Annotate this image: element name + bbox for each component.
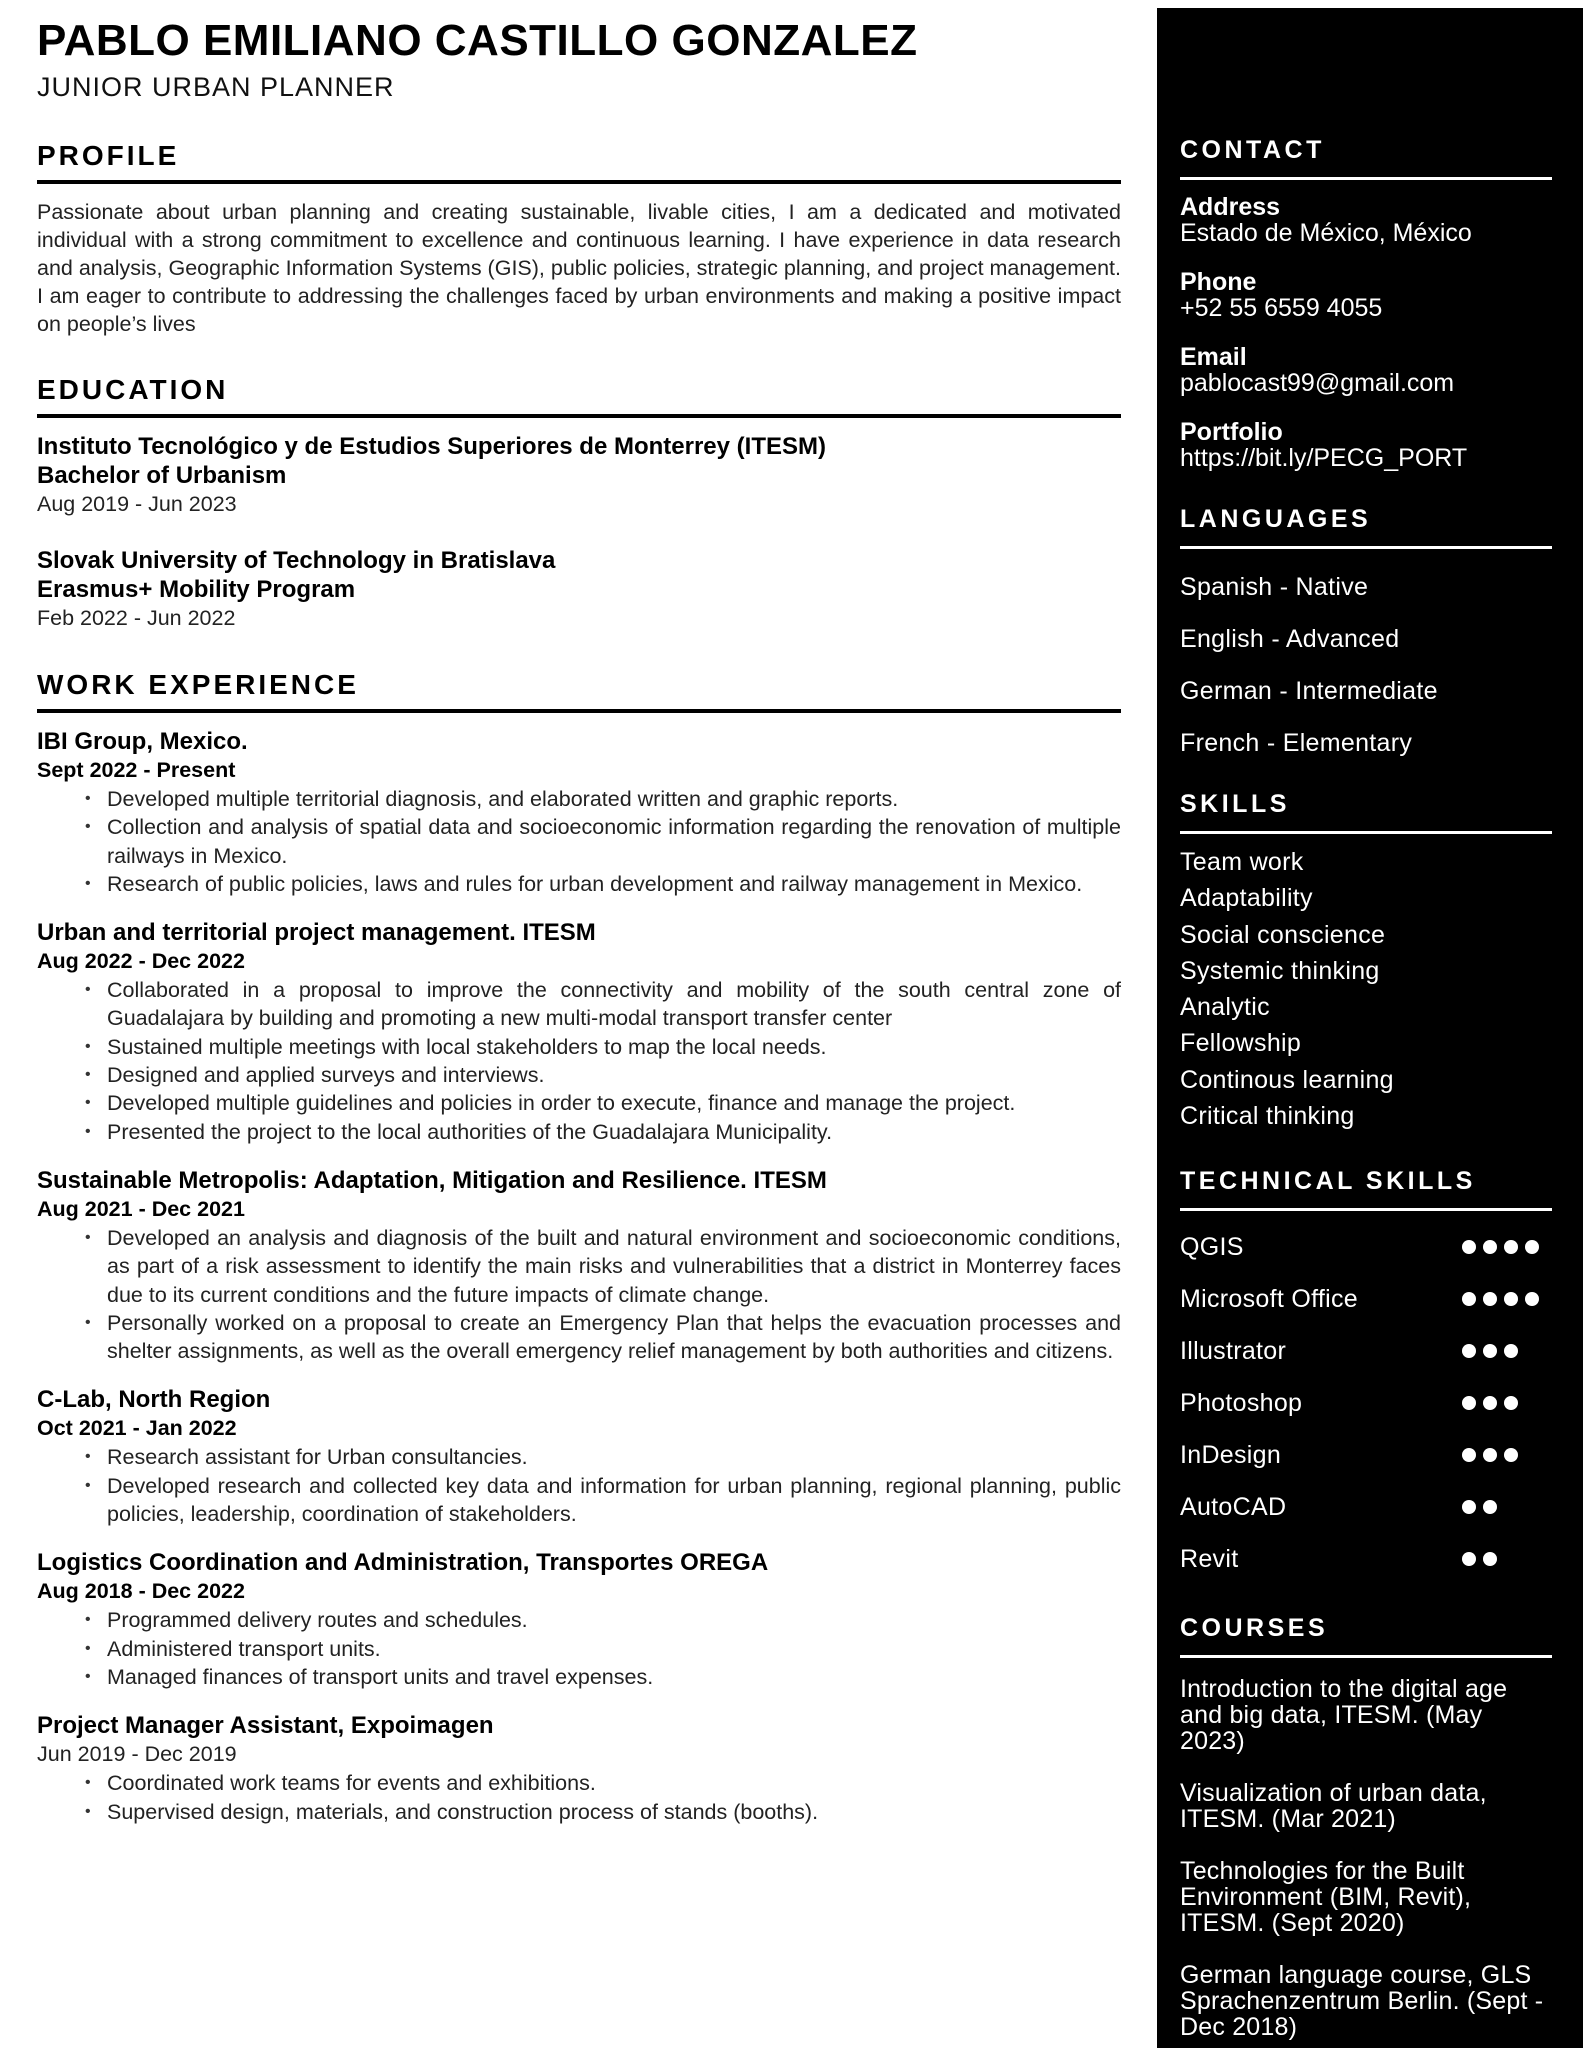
work-heading: WORK EXPERIENCE — [37, 669, 359, 700]
languages-list — [1180, 561, 1552, 769]
technical-skill-row — [1180, 1429, 1552, 1481]
address-label: Address — [1180, 193, 1281, 221]
rating-dot-empty-icon — [1525, 1344, 1539, 1358]
rating-dot-filled-icon — [1504, 1292, 1518, 1306]
technical-skill-row — [1180, 1325, 1552, 1377]
education-degree: Bachelor of Urbanism — [37, 462, 287, 489]
candidate-name: PABLO EMILIANO CASTILLO GONZALEZ — [37, 16, 918, 65]
languages-section — [1180, 502, 1552, 769]
course-item: Technologies for the Built Environment (BIM, Revit), ITESM. (Sept 2020) — [1180, 1857, 1472, 1938]
job-title: Project Manager Assistant, Expoimagen — [37, 1712, 494, 1740]
job-bullet: • Collaborated in a proposal to improve the connectivity and mobility of the south central zone of Guadalajara by building and promoting a new multi-modal transport transfer center — [107, 976, 1121, 1033]
job-bullet: • Developed an analysis and diagnosis of the built and natural environment and socioeconomic conditions, as part of a risk assessment to identify the main risks and vulnerabilities that a district in Monterrey faces due to its current conditions and the future impacts of climate change. — [107, 1224, 1121, 1309]
skills-section — [1180, 787, 1552, 1134]
job-dates: Jun 2019 - Dec 2019 — [37, 1742, 237, 1767]
technical-skill-name: InDesign — [1180, 1440, 1282, 1469]
education-degree: Erasmus+ Mobility Program — [37, 576, 356, 603]
rating-dot-filled-icon — [1504, 1396, 1518, 1410]
contact-portfolio — [1180, 419, 1552, 472]
job-dates: Aug 2018 - Dec 2022 — [37, 1579, 245, 1604]
rating-dot-filled-icon — [1462, 1448, 1476, 1462]
job-title: Sustainable Metropolis: Adaptation, Mitigation and Resilience. ITESM — [37, 1166, 827, 1194]
job-bullet: • Administered transport units. — [107, 1635, 1121, 1663]
contact-email — [1180, 344, 1552, 397]
skill-rating — [1462, 1292, 1552, 1306]
skill-item: Team work — [1180, 848, 1304, 876]
job-dates: Sept 2022 - Present — [37, 758, 236, 782]
rating-dot-filled-icon — [1462, 1292, 1476, 1306]
skills-divider — [1180, 831, 1552, 834]
education-section — [37, 372, 1121, 633]
education-dates: Aug 2019 - Jun 2023 — [37, 492, 237, 516]
language-item: Spanish - Native — [1180, 573, 1369, 601]
job-bullet: • Research assistant for Urban consultancies. — [107, 1443, 1121, 1471]
work-divider — [37, 709, 1121, 713]
phone-label: Phone — [1180, 268, 1257, 296]
job-dates: Aug 2022 - Dec 2022 — [37, 949, 245, 974]
rating-dot-filled-icon — [1462, 1240, 1476, 1254]
job-bullet: • Managed finances of transport units and travel expenses. — [107, 1663, 1121, 1691]
rating-dot-filled-icon — [1462, 1552, 1476, 1566]
rating-dot-filled-icon — [1504, 1240, 1518, 1254]
technical-skill-name: Photoshop — [1180, 1388, 1303, 1417]
contact-divider — [1180, 177, 1552, 180]
portfolio-label: Portfolio — [1180, 418, 1283, 446]
contact-phone — [1180, 269, 1552, 322]
sidebar — [1157, 8, 1583, 2048]
profile-divider — [37, 180, 1121, 184]
rating-dot-filled-icon — [1483, 1552, 1497, 1566]
rating-dot-filled-icon — [1504, 1448, 1518, 1462]
course-item: German language course, GLS Sprachenzentrum Berlin. (Sept - Dec 2018) — [1180, 1961, 1544, 2042]
job-bullet: • Personally worked on a proposal to create an Emergency Plan that helps the evacuation processes and shelter assignments, as well as the overall emergency relief management by both authorities and citizens. — [107, 1309, 1121, 1366]
rating-dot-empty-icon — [1525, 1448, 1539, 1462]
rating-dot-empty-icon — [1504, 1552, 1518, 1566]
rating-dot-filled-icon — [1483, 1240, 1497, 1254]
skill-item: Systemic thinking — [1180, 956, 1380, 985]
rating-dot-filled-icon — [1525, 1292, 1539, 1306]
technical-skills-list — [1180, 1221, 1552, 1585]
sidebar-content — [1180, 133, 1552, 2040]
skill-item: Fellowship — [1180, 1029, 1302, 1058]
languages-divider — [1180, 546, 1552, 549]
skill-rating — [1462, 1552, 1552, 1566]
technical-skill-name: Illustrator — [1180, 1336, 1287, 1365]
email-link[interactable]: pablocast99@gmail.com — [1180, 369, 1455, 397]
job-title: IBI Group, Mexico. — [37, 728, 248, 755]
skills-heading: SKILLS — [1180, 790, 1290, 818]
technical-skill-row — [1180, 1221, 1552, 1273]
job-bullets — [107, 1443, 1121, 1528]
skills-list — [1180, 844, 1552, 1134]
portfolio-link[interactable]: https://bit.ly/PECG_PORT — [1180, 444, 1468, 472]
rating-dot-empty-icon — [1525, 1552, 1539, 1566]
job-entry — [37, 1711, 1121, 1826]
language-item: French - Elementary — [1180, 729, 1413, 757]
job-entry — [37, 1385, 1121, 1528]
technical-skill-name: Microsoft Office — [1180, 1284, 1358, 1313]
job-entry — [37, 727, 1121, 898]
job-bullet: • Coordinated work teams for events and exhibitions. — [107, 1769, 1121, 1797]
job-bullets — [107, 1606, 1121, 1691]
rating-dot-filled-icon — [1462, 1344, 1476, 1358]
technical-skills-heading: TECHNICAL SKILLS — [1180, 1167, 1476, 1196]
contact-heading: CONTACT — [1180, 136, 1325, 164]
rating-dot-filled-icon — [1462, 1396, 1476, 1410]
job-dates: Aug 2021 - Dec 2021 — [37, 1196, 245, 1221]
email-label: Email — [1180, 343, 1247, 371]
courses-list — [1180, 1676, 1552, 2040]
main-column — [37, 14, 1121, 1826]
skill-rating — [1462, 1448, 1552, 1462]
job-dates: Oct 2021 - Jan 2022 — [37, 1416, 237, 1441]
job-bullet: • Developed multiple territorial diagnosis, and elaborated written and graphic reports. — [107, 785, 1121, 813]
profile-text: Passionate about urban planning and creating sustainable, livable cities, I am a dedicated and motivated individual with a strong commitment to excellence and continuous learning. I have experience in data research and analysis, Geographic Information Systems (GIS), public policies, strategic planning, and project management. I am eager to contribute to addressing the challenges faced by urban environments and making a positive impact on people’s lives — [37, 200, 1121, 336]
job-bullet: • Research of public policies, laws and rules for urban development and railway management in Mexico. — [107, 870, 1121, 898]
education-divider — [37, 414, 1121, 418]
rating-dot-filled-icon — [1483, 1500, 1497, 1514]
work-section — [37, 667, 1121, 1826]
education-institution: Slovak University of Technology in Bratislava — [37, 547, 556, 574]
technical-skill-name: Revit — [1180, 1544, 1239, 1573]
contact-section — [1180, 133, 1552, 472]
education-institution: Instituto Tecnológico y de Estudios Superiores de Monterrey (ITESM) — [37, 433, 826, 460]
job-bullet: • Designed and applied surveys and interviews. — [107, 1061, 1121, 1089]
rating-dot-filled-icon — [1483, 1396, 1497, 1410]
skill-rating — [1462, 1500, 1552, 1514]
job-title: C-Lab, North Region — [37, 1386, 271, 1414]
language-item: German - Intermediate — [1180, 677, 1438, 705]
job-bullets — [107, 976, 1121, 1146]
skill-item: Social conscience — [1180, 920, 1386, 949]
candidate-role: JUNIOR URBAN PLANNER — [37, 72, 395, 102]
course-item: Visualization of urban data, ITESM. (Mar 2021) — [1180, 1779, 1487, 1834]
skill-item: Adaptability — [1180, 884, 1313, 913]
rating-dot-filled-icon — [1525, 1240, 1539, 1254]
job-bullet: • Developed multiple guidelines and policies in order to execute, finance and manage the project. — [107, 1089, 1121, 1117]
education-item — [37, 546, 1121, 633]
job-bullet: • Sustained multiple meetings with local stakeholders to map the local needs. — [107, 1033, 1121, 1061]
technical-skill-row — [1180, 1481, 1552, 1533]
technical-skills-section — [1180, 1164, 1552, 1585]
technical-skill-row — [1180, 1377, 1552, 1429]
rating-dot-filled-icon — [1462, 1500, 1476, 1514]
course-item: Introduction to the digital age and big data, ITESM. (May 2023) — [1180, 1675, 1508, 1756]
job-bullet: • Programmed delivery routes and schedules. — [107, 1606, 1121, 1634]
job-entry — [37, 918, 1121, 1146]
job-entry — [37, 1166, 1121, 1365]
skill-rating — [1462, 1396, 1552, 1410]
rating-dot-empty-icon — [1525, 1396, 1539, 1410]
rating-dot-filled-icon — [1483, 1344, 1497, 1358]
languages-heading: LANGUAGES — [1180, 505, 1372, 533]
skill-item: Critical thinking — [1180, 1102, 1355, 1131]
job-bullet: • Presented the project to the local authorities of the Guadalajara Municipality. — [107, 1118, 1121, 1146]
courses-section — [1180, 1611, 1552, 2040]
contact-address — [1180, 194, 1552, 247]
job-title: Logistics Coordination and Administration, Transportes OREGA — [37, 1549, 769, 1577]
rating-dot-empty-icon — [1504, 1500, 1518, 1514]
skill-rating — [1462, 1240, 1552, 1254]
technical-skill-row — [1180, 1273, 1552, 1325]
skill-item: Analytic — [1180, 993, 1270, 1022]
rating-dot-empty-icon — [1525, 1500, 1539, 1514]
technical-skill-name: QGIS — [1180, 1232, 1244, 1261]
technical-skill-name: AutoCAD — [1180, 1492, 1287, 1521]
job-bullets — [107, 785, 1121, 898]
job-bullet: • Supervised design, materials, and construction process of stands (booths). — [107, 1798, 1121, 1826]
profile-section — [37, 138, 1121, 338]
phone-value[interactable]: +52 55 6559 4055 — [1180, 294, 1383, 322]
education-item — [37, 432, 1121, 519]
address-value: Estado de México, México — [1180, 219, 1472, 247]
language-item: English - Advanced — [1180, 625, 1400, 653]
technical-skills-divider — [1180, 1208, 1552, 1211]
courses-heading: COURSES — [1180, 1614, 1329, 1643]
job-entry — [37, 1548, 1121, 1691]
education-heading: EDUCATION — [37, 374, 229, 405]
courses-divider — [1180, 1655, 1552, 1658]
job-bullets — [107, 1224, 1121, 1365]
rating-dot-filled-icon — [1504, 1344, 1518, 1358]
profile-heading: PROFILE — [37, 140, 180, 171]
job-title: Urban and territorial project management. ITESM — [37, 919, 596, 947]
job-bullet: • Collection and analysis of spatial data and socioeconomic information regarding the renovation of multiple railways in Mexico. — [107, 813, 1121, 870]
job-bullet: • Developed research and collected key data and information for urban planning, regional planning, public policies, leadership, coordination of stakeholders. — [107, 1472, 1121, 1529]
rating-dot-filled-icon — [1483, 1292, 1497, 1306]
rating-dot-filled-icon — [1483, 1448, 1497, 1462]
education-dates: Feb 2022 - Jun 2022 — [37, 606, 236, 630]
skill-item: Continous learning — [1180, 1065, 1394, 1094]
technical-skill-row — [1180, 1533, 1552, 1585]
job-bullets — [107, 1769, 1121, 1826]
skill-rating — [1462, 1344, 1552, 1358]
